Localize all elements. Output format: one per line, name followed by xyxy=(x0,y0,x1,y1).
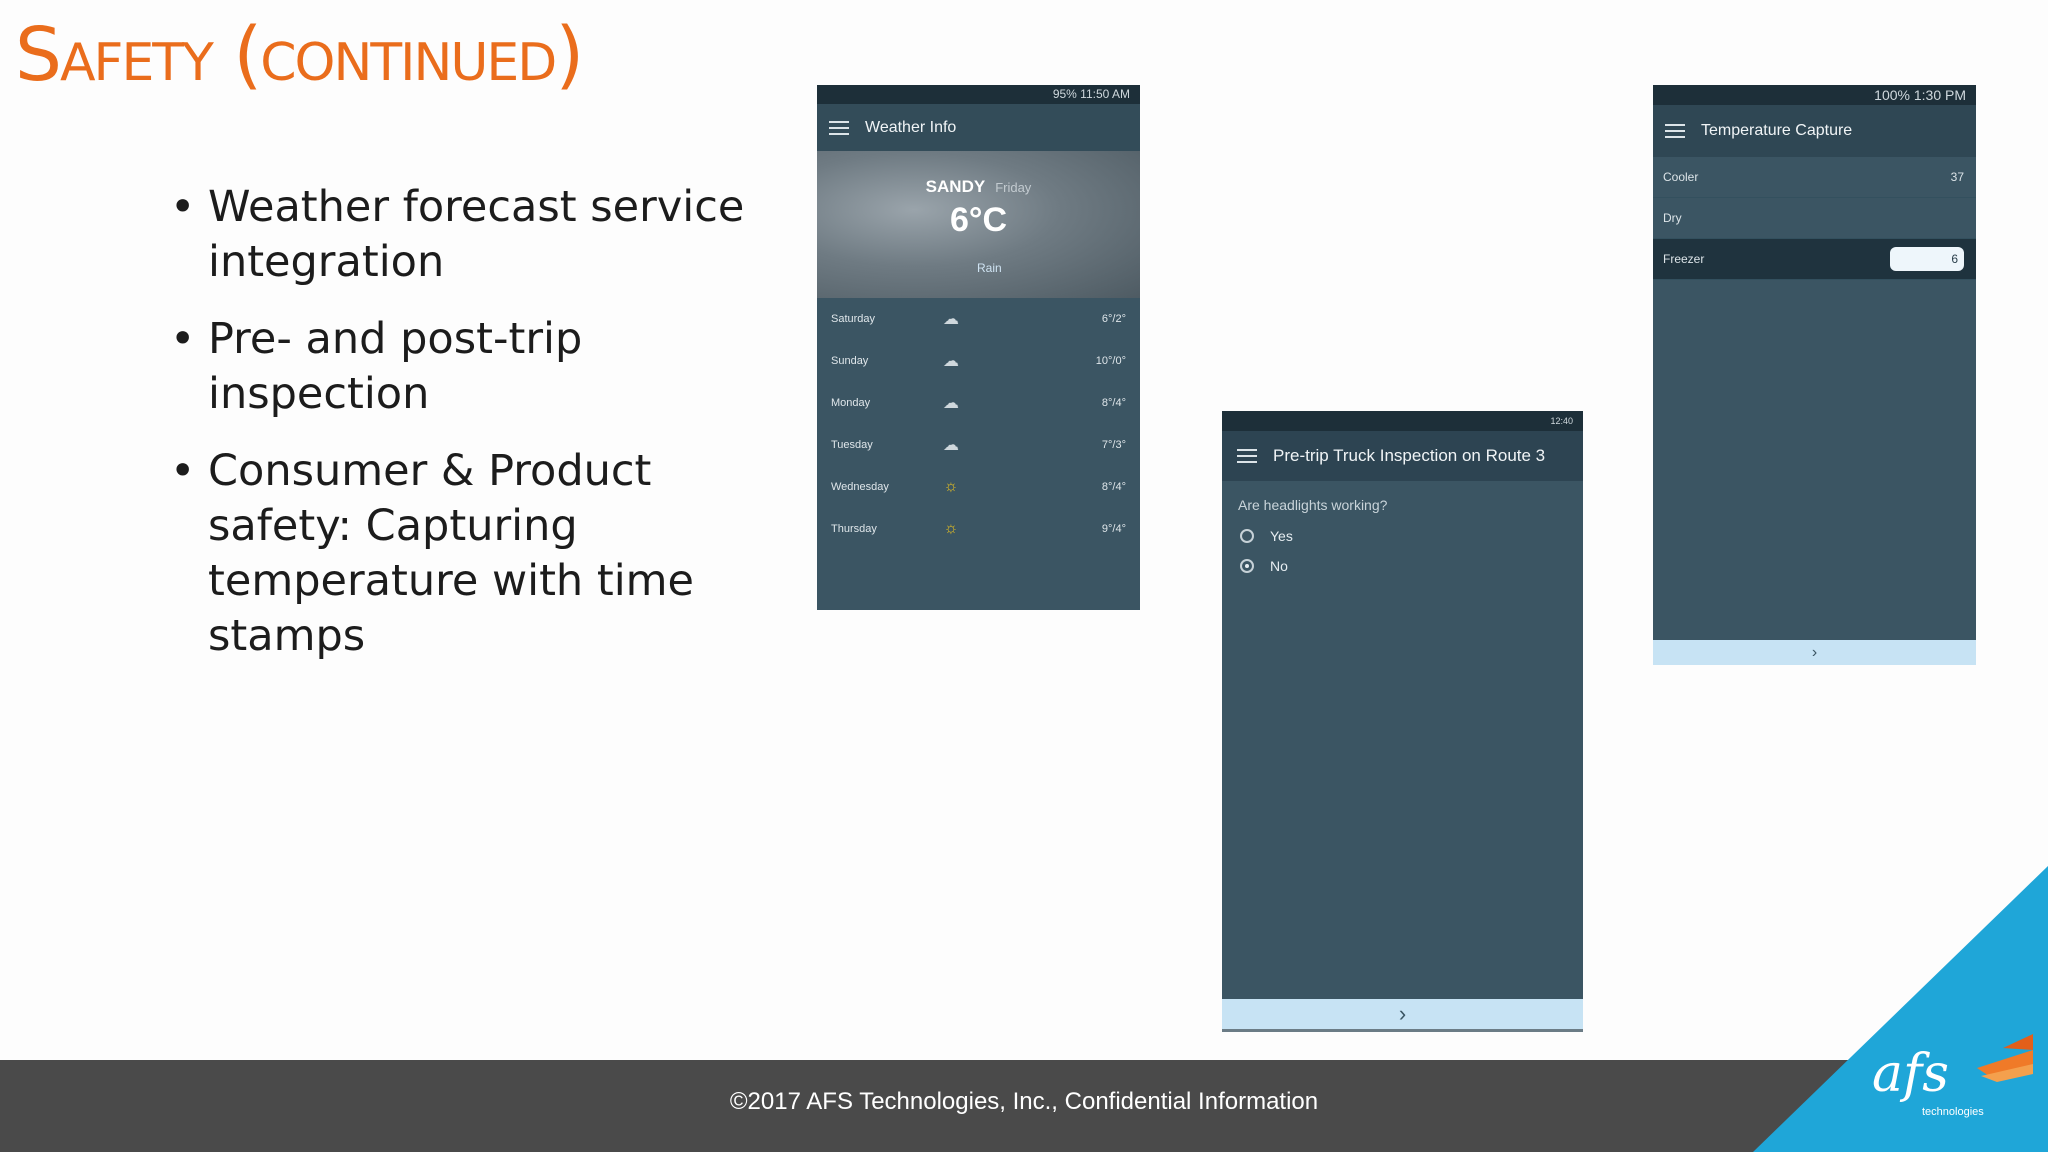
forecast-day: Tuesday xyxy=(831,439,873,451)
status-bar xyxy=(1653,85,1976,105)
current-condition: Rain xyxy=(977,261,1002,275)
menu-icon[interactable] xyxy=(829,121,849,135)
option-no[interactable] xyxy=(1222,551,1583,581)
forecast-row[interactable] xyxy=(817,382,1140,424)
chevron-right-icon: › xyxy=(1811,644,1818,661)
divider xyxy=(1222,1029,1583,1032)
forecast-day: Thursday xyxy=(831,523,877,535)
app-bar xyxy=(1653,105,1976,157)
forecast-row[interactable] xyxy=(817,466,1140,508)
row-label: Freezer xyxy=(1663,252,1705,266)
forecast-range: 8°/4° xyxy=(1101,481,1126,493)
bullet-item: • Pre- and post-trip inspection xyxy=(170,312,770,422)
app-title: Pre-trip Truck Inspection on Route 3 xyxy=(1273,446,1546,465)
slide-title: Safety (continued) xyxy=(15,12,583,98)
radio-checked-icon[interactable] xyxy=(1240,559,1254,573)
forecast-list xyxy=(817,298,1140,550)
forecast-day: Monday xyxy=(831,397,871,409)
current-weather xyxy=(817,151,1140,298)
cloud-icon: ☁ xyxy=(943,311,959,328)
bullet-item: • Weather forecast service integration xyxy=(170,180,770,290)
sun-icon: ☼ xyxy=(943,520,959,537)
bullet-item: • Consumer & Product safety: Capturing temperature with time stamps xyxy=(170,444,770,664)
app-title: Temperature Capture xyxy=(1701,122,1853,139)
inspection-question: Are headlights working? xyxy=(1238,497,1388,513)
weather-app-screenshot xyxy=(817,85,1140,610)
status-text: 100% 1:30 PM xyxy=(1874,87,1966,103)
forecast-range: 8°/4° xyxy=(1101,397,1126,409)
freezer-temperature-input[interactable]: 6 xyxy=(1890,247,1964,271)
option-label: No xyxy=(1270,558,1288,574)
cloud-icon: ☁ xyxy=(943,395,959,412)
row-label: Cooler xyxy=(1663,170,1699,184)
row-label: Dry xyxy=(1663,211,1682,225)
logo-swoosh-icon xyxy=(1967,1030,2037,1090)
app-bar xyxy=(817,104,1140,151)
cloud-icon: ☁ xyxy=(943,353,959,370)
forecast-row[interactable] xyxy=(817,340,1140,382)
city-name: SANDY xyxy=(925,177,986,196)
forecast-row[interactable] xyxy=(817,424,1140,466)
app-title: Weather Info xyxy=(865,118,957,136)
forecast-day: Wednesday xyxy=(831,481,889,493)
forecast-range: 10°/0° xyxy=(1095,355,1126,367)
radio-unchecked-icon[interactable] xyxy=(1240,529,1254,543)
sun-icon: ☼ xyxy=(943,478,959,495)
forecast-row[interactable] xyxy=(817,298,1140,340)
logo-text: afs xyxy=(1872,1044,1949,1104)
app-bar xyxy=(1222,431,1583,481)
afs-logo xyxy=(1872,1044,2032,1128)
inspection-app-screenshot xyxy=(1222,411,1583,1032)
temperature-row-dry[interactable] xyxy=(1653,198,1976,239)
forecast-day: Sunday xyxy=(831,355,869,367)
temperature-app-screenshot xyxy=(1653,85,1976,665)
bullet-list xyxy=(170,180,770,686)
status-text: 95% 11:50 AM xyxy=(1052,87,1130,101)
copyright-text: ©2017 AFS Technologies, Inc., Confidential Information xyxy=(729,1088,1319,1115)
temperature-row-cooler[interactable] xyxy=(1653,157,1976,198)
current-temperature: 6°C xyxy=(949,201,1008,239)
next-button[interactable] xyxy=(1222,999,1583,1029)
current-day: Friday xyxy=(995,180,1032,195)
status-bar xyxy=(817,85,1140,104)
chevron-right-icon: › xyxy=(1398,1001,1407,1026)
forecast-range: 9°/4° xyxy=(1101,523,1126,535)
forecast-row[interactable] xyxy=(817,508,1140,550)
forecast-range: 6°/2° xyxy=(1101,313,1126,325)
footer-bar xyxy=(0,1060,2048,1152)
logo-subtext: technologies xyxy=(1922,1106,1984,1118)
status-time: 12:40 xyxy=(1550,416,1573,426)
next-button[interactable] xyxy=(1653,640,1976,665)
cloud-icon: ☁ xyxy=(943,437,959,454)
temperature-row-freezer[interactable] xyxy=(1653,239,1976,280)
status-bar xyxy=(1222,411,1583,431)
row-value: 37 xyxy=(1950,170,1964,184)
menu-icon[interactable] xyxy=(1665,124,1685,138)
option-label: Yes xyxy=(1270,528,1293,544)
forecast-range: 7°/3° xyxy=(1101,439,1126,451)
menu-icon[interactable] xyxy=(1237,449,1257,463)
forecast-day: Saturday xyxy=(831,313,876,325)
option-yes[interactable] xyxy=(1222,521,1583,551)
